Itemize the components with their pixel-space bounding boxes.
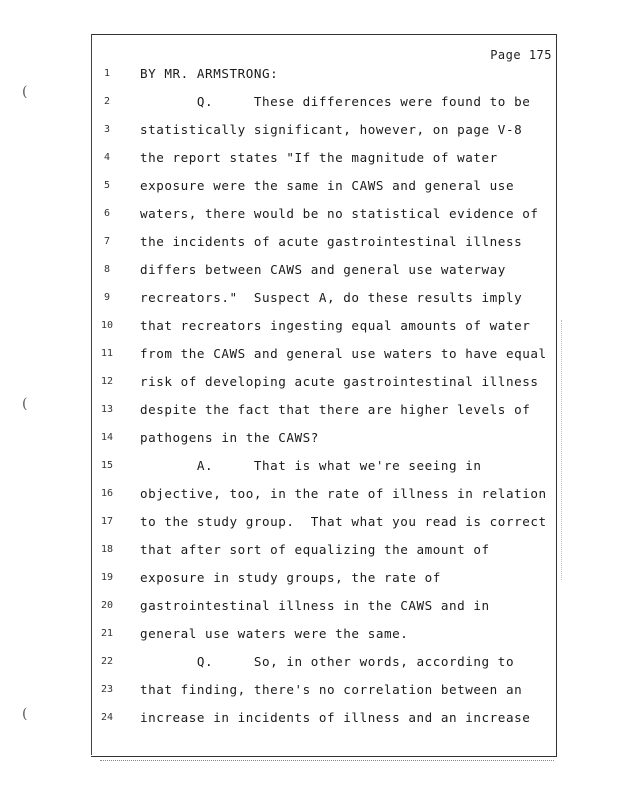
line-text: Q. These differences were found to be [140,94,531,109]
line-text: statistically significant, however, on page V-8 [140,122,523,137]
line-number: 2 [103,96,111,107]
line-number: 3 [103,124,111,135]
transcript-line [0,430,618,450]
transcript-line [0,542,618,562]
line-text: Q. So, in other words, according to [140,654,515,669]
line-number: 23 [100,684,114,695]
punch-hole-mark-top: ( [22,84,28,100]
transcript-line [0,318,618,338]
transcript-line [0,626,618,646]
transcript-line [0,654,618,674]
transcript-line [0,710,618,730]
line-number: 20 [100,600,114,611]
transcript-line [0,598,618,618]
punch-hole-mark-middle: ( [22,396,28,412]
line-text: pathogens in the CAWS? [140,430,319,445]
transcript-line [0,402,618,422]
transcript-line [0,94,618,114]
line-number: 16 [100,488,114,499]
left-margin-rule [91,34,92,755]
transcript-line [0,346,618,366]
line-number: 6 [103,208,111,219]
line-number: 21 [100,628,114,639]
page-frame [91,34,557,757]
transcript-line [0,234,618,254]
footer-rule [100,757,554,761]
line-number: 13 [100,404,114,415]
line-number: 5 [103,180,111,191]
line-text: waters, there would be no statistical evidence of [140,206,539,221]
transcript-line [0,122,618,142]
page-number: Page 175 [490,48,552,62]
line-text: objective, too, in the rate of illness in relation [140,486,547,501]
line-text: the incidents of acute gastrointestinal illness [140,234,523,249]
transcript-line [0,682,618,702]
line-number: 9 [103,292,111,303]
line-number: 14 [100,432,114,443]
line-text: general use waters were the same. [140,626,409,641]
line-number: 12 [100,376,114,387]
line-text: despite the fact that there are higher levels of [140,402,531,417]
line-text: to the study group. That what you read is correct [140,514,547,529]
line-text: that finding, there's no correlation between an [140,682,523,697]
transcript-line [0,486,618,506]
line-text: risk of developing acute gastrointestinal illness [140,374,539,389]
line-number: 19 [100,572,114,583]
line-text: differs between CAWS and general use waterway [140,262,506,277]
line-number: 22 [100,656,114,667]
line-number: 15 [100,460,114,471]
line-text: A. That is what we're seeing in [140,458,482,473]
transcript-line [0,150,618,170]
line-number: 18 [100,544,114,555]
transcript-line [0,262,618,282]
line-number: 4 [103,152,111,163]
transcript-line [0,290,618,310]
transcript-line [0,458,618,478]
punch-hole-mark-bottom: ( [22,706,28,722]
line-number: 7 [103,236,111,247]
transcript-line [0,570,618,590]
line-text: increase in incidents of illness and an increase [140,710,531,725]
line-text: the report states "If the magnitude of water [140,150,498,165]
line-text: exposure in study groups, the rate of [140,570,441,585]
line-text: gastrointestinal illness in the CAWS and in [140,598,490,613]
transcript-line [0,374,618,394]
transcript-line [0,206,618,226]
line-number: 1 [103,68,111,79]
line-number: 8 [103,264,111,275]
line-text: recreators." Suspect A, do these results imply [140,290,523,305]
line-number: 24 [100,712,114,723]
line-text: BY MR. ARMSTRONG: [140,66,279,81]
line-text: exposure were the same in CAWS and general use [140,178,515,193]
line-number: 10 [100,320,114,331]
transcript-line [0,178,618,198]
line-number: 17 [100,516,114,527]
line-text: that after sort of equalizing the amount of [140,542,490,557]
transcript-line [0,514,618,534]
line-text: that recreators ingesting equal amounts of water [140,318,531,333]
line-number: 11 [100,348,114,359]
line-text: from the CAWS and general use waters to have equal [140,346,547,361]
transcript-line [0,66,618,86]
